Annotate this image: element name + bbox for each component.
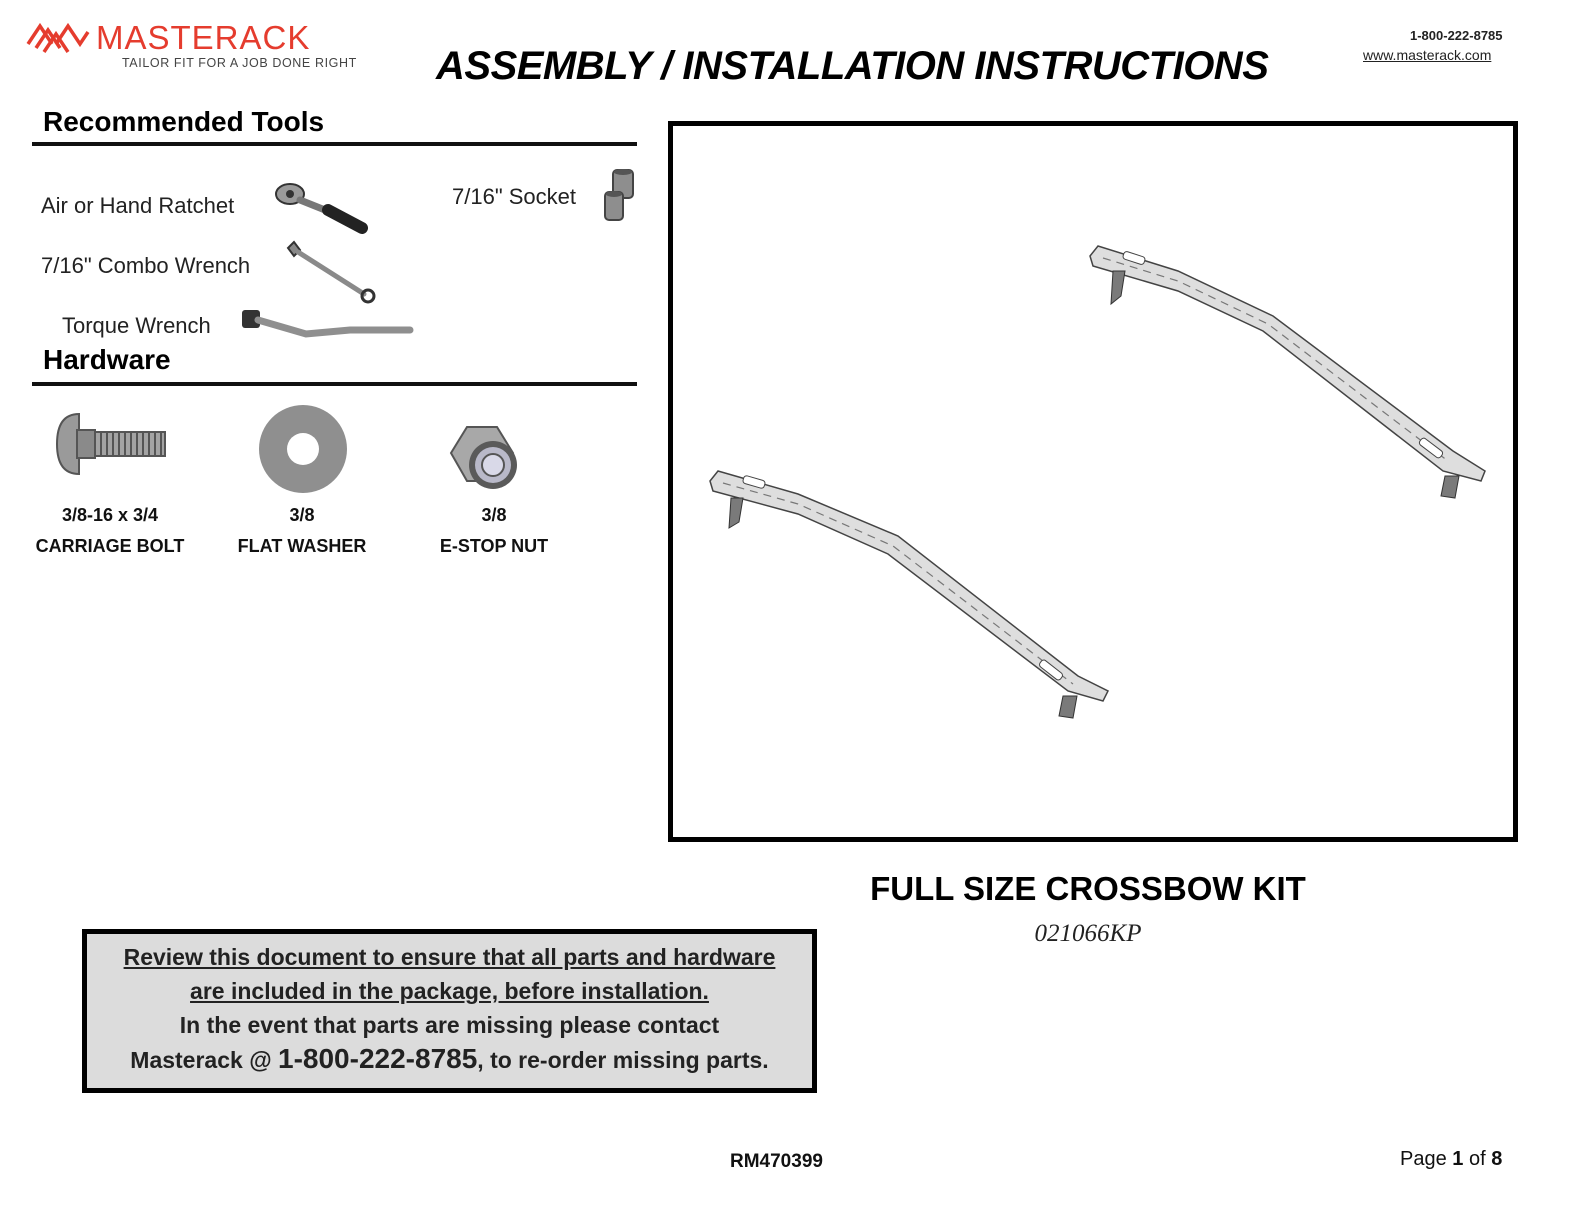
website-link[interactable]: www.masterack.com bbox=[1363, 47, 1492, 63]
notice-line-1: Review this document to ensure that all parts and hardware bbox=[123, 944, 776, 970]
socket-icon bbox=[601, 168, 637, 226]
page-of: of bbox=[1463, 1148, 1492, 1170]
hardware-size: 3/8-16 x 3/4 bbox=[61, 505, 159, 525]
product-figure bbox=[668, 121, 1518, 842]
hardware-item-carriage-bolt bbox=[10, 500, 210, 562]
crossbow-illustration bbox=[673, 126, 1513, 837]
crossbow-bar-rear bbox=[1090, 246, 1485, 498]
hardware-name: E-STOP NUT bbox=[439, 536, 549, 556]
notice-line-4-prefix: Masterack @ bbox=[130, 1047, 279, 1073]
product-code: 021066KP bbox=[1034, 920, 1142, 947]
torque-wrench-icon bbox=[240, 304, 416, 344]
tools-divider bbox=[32, 142, 637, 146]
tools-heading: Recommended Tools bbox=[43, 106, 325, 137]
parts-check-notice bbox=[82, 929, 817, 1093]
document-title: ASSEMBLY / INSTALLATION INSTRUCTIONS bbox=[436, 44, 1269, 88]
carriage-bolt-icon bbox=[55, 412, 167, 476]
hardware-item-flat-washer bbox=[202, 500, 402, 562]
tool-label-ratchet: Air or Hand Ratchet bbox=[41, 193, 235, 218]
ratchet-icon bbox=[272, 180, 368, 236]
brand-tagline: TAILOR FIT FOR A JOB DONE RIGHT bbox=[122, 56, 357, 70]
notice-line-4-suffix: , to re-order missing parts. bbox=[477, 1047, 769, 1073]
tool-label-socket: 7/16" Socket bbox=[452, 184, 576, 209]
document-number: RM470399 bbox=[730, 1151, 823, 1172]
combo-wrench-icon bbox=[284, 238, 380, 304]
page-indicator bbox=[1400, 1148, 1502, 1171]
tool-label-combo-wrench: 7/16" Combo Wrench bbox=[41, 253, 251, 278]
hardware-size: 3/8 bbox=[289, 505, 315, 525]
hardware-name: FLAT WASHER bbox=[237, 536, 367, 556]
notice-line-3: In the event that parts are missing please contact bbox=[179, 1012, 720, 1038]
hardware-item-e-stop-nut bbox=[394, 500, 594, 562]
crossbow-bar-front bbox=[710, 471, 1108, 718]
hardware-divider bbox=[32, 382, 637, 386]
notice-line-2: are included in the package, before installation. bbox=[190, 978, 709, 1004]
page-prefix: Page bbox=[1400, 1148, 1453, 1170]
notice-line-4 bbox=[87, 1042, 812, 1077]
page-current: 1 bbox=[1452, 1148, 1464, 1170]
page-total: 8 bbox=[1491, 1148, 1503, 1170]
notice-phone: 1-800-222-8785 bbox=[278, 1043, 478, 1074]
hardware-name: CARRIAGE BOLT bbox=[35, 536, 185, 556]
flat-washer-icon bbox=[257, 403, 349, 495]
e-stop-nut-icon bbox=[447, 423, 521, 495]
tool-label-torque-wrench: Torque Wrench bbox=[62, 313, 211, 338]
hardware-heading: Hardware bbox=[43, 344, 171, 375]
brand-logo-mark bbox=[26, 18, 90, 58]
hardware-size: 3/8 bbox=[481, 505, 507, 525]
product-title: FULL SIZE CROSSBOW KIT bbox=[870, 870, 1306, 907]
brand-name: MASTERACK bbox=[96, 19, 311, 56]
header-phone: 1-800-222-8785 bbox=[1410, 28, 1503, 43]
